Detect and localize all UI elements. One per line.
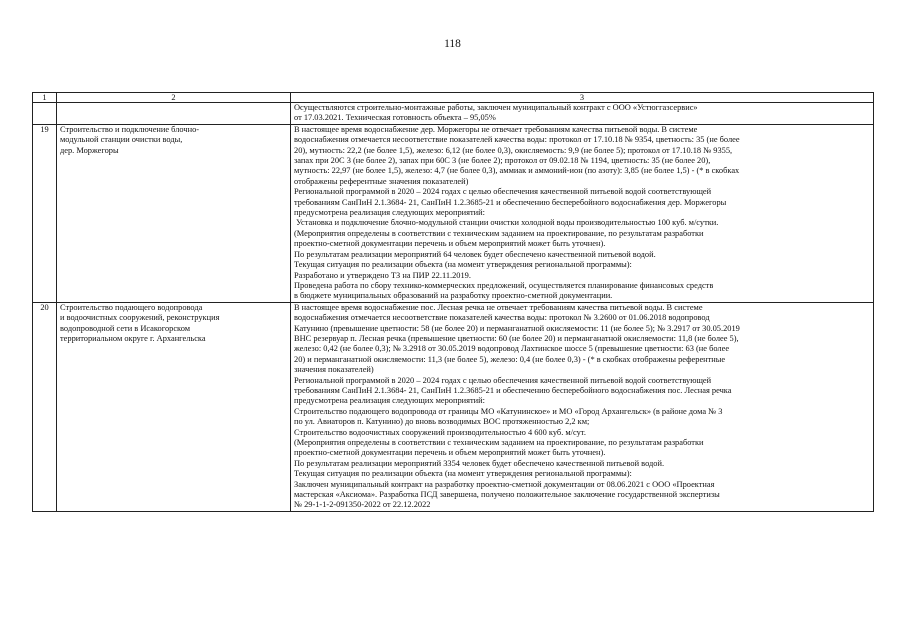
header-col-1: 1 — [33, 93, 57, 103]
row-number: 20 — [33, 302, 57, 511]
object-description: В настоящее время водоснабжение пос. Лесная речка не отвечает требованиям качества питьевой воды. В системе водоснабжения отмечается несоответствие показателей качества воды: протокол № 3.2600 от 01.06.2018 водопровод Катунино (превышение цветности: 58 (не более 20) и перманганатной окисляемости: 11 (не более 5); № 3.2917 от 30.05.2019 ВНС резервуар п. Лесная речка (превышение цветности: 60 (не более 20) и перманганатной окисляемости: 11,8 (не более 5), железо: 0,42 (не более 0,3); № 3.2918 от 30.05.2019 водопровод Лахтинское шоссе 5 (превышение цветности: 63 (не более 20) и перманганатной окисляемости: 11,3 (не более 5), железо: 0,4 (не более 0,3) - (* в скобках отображены референтные значения показателей) Региональной программой в 2020 – 2024 годах с целью обеспечения качественной питьевой водой соответствующей требованиям СанПиН 2.1.3684- 21, СанПиН 1.2.3685-21 и обеспечению бесперебойного водоснабжения пос. Лесная речка предусмотрена реализация следующих мероприятий: Строительство подающего водопровода от границы МО «Катунинское» и МО «Город Архангельск» (в районе дома № 3 по ул. Авиаторов п. Катунино) до вновь возводимых ВОС протяженностью 2,2 км; Строительство водоочистных сооружений производительностью 4 600 куб. м/сут. (Мероприятия определены в соответствии с техническим заданием на проектирование, по результатам разработки проектно-сметной документации перечень и объем мероприятий может быть уточнен). По результатам реализации мероприятий 3354 человек будет обеспечено качественной питьевой водой. Текущая ситуация по реализации объекта (на момент утверждения региональной программы): Заключен муниципальный контракт на разработку проектно-сметной документации от 08.06.2021 с ООО «Проектная мастерская «Аксиома». Разработка ПСД завершена, получено положительное заключение государственной экспертизы № 29-1-1-2-091350-2022 от 22.12.2022 — [291, 302, 874, 511]
object-description: Осуществляются строительно-монтажные работы, заключен муниципальный контракт с ООО «Устюггазсервис» от 17.03.2021. Техническая готовность объекта – 95,05% — [291, 103, 874, 125]
table-row — [33, 302, 874, 511]
program-table — [32, 92, 874, 512]
table-header-row — [33, 93, 874, 103]
object-name: Строительство и подключение блочно- модульной станции очистки воды, дер. Моржегоры — [57, 124, 291, 302]
object-name — [57, 103, 291, 125]
object-name: Строительство подающего водопровода и водоочистных сооружений, реконструкция водопроводной сети в Исакогорском территориальном округе г. Архангельска — [57, 302, 291, 511]
page-number: 118 — [444, 38, 461, 50]
object-description: В настоящее время водоснабжение дер. Моржегоры не отвечает требованиям качества питьевой воды. В системе водоснабжения отмечается несоответствие показателей качества воды: протокол от 17.10.18 № 9354, цветность: 35 (не более 20), мутность: 22,2 (не более 1,5), железо: 6,12 (не более 0,3), окисляемость: 9,9 (не более 5); протокол от 17.10.18 № 9355, запах при 20С 3 (не более 2), запах при 60С 3 (не более 2); протокол от 09.02.18 № 1194, цветность: 35 (не более 20), мутность: 22,97 (не более 1,5), железо: 4,7 (не более 0,3), аммиак и аммоний-ион (по азоту): 3,85 (не более 1,5) - (* в скобках отображены референтные значения показателей) Региональной программой в 2020 – 2024 годах с целью обеспечения качественной питьевой водой соответствующей требованиям СанПиН 2.1.3684- 21, СанПиН 1.2.3685-21 и обеспечению бесперебойного водоснабжения дер. Моржегоры предусмотрена реализация следующих мероприятий: Установка и подключение блочно-модульной станции очистки холодной воды производительностью 100 куб. м/сутки. (Мероприятия определены в соответствии с техническим заданием на проектирование, по результатам разработки проектно-сметной документации перечень и объем мероприятий может быть уточнен). По результатам реализации мероприятий 64 человек будет обеспечено качественной питьевой водой. Текущая ситуация по реализации объекта (на момент утверждения региональной программы): Разработано и утверждено ТЗ на ПИР 22.11.2019. Проведена работа по сбору технико-коммерческих предложений, осуществляется планирование финансовых средств в бюджете муниципальных образований на разработку проектно-сметной документации. — [291, 124, 874, 302]
table-row — [33, 103, 874, 125]
header-col-2: 2 — [57, 93, 291, 103]
table-row — [33, 124, 874, 302]
row-number: 19 — [33, 124, 57, 302]
header-col-3: 3 — [291, 93, 874, 103]
row-number — [33, 103, 57, 125]
